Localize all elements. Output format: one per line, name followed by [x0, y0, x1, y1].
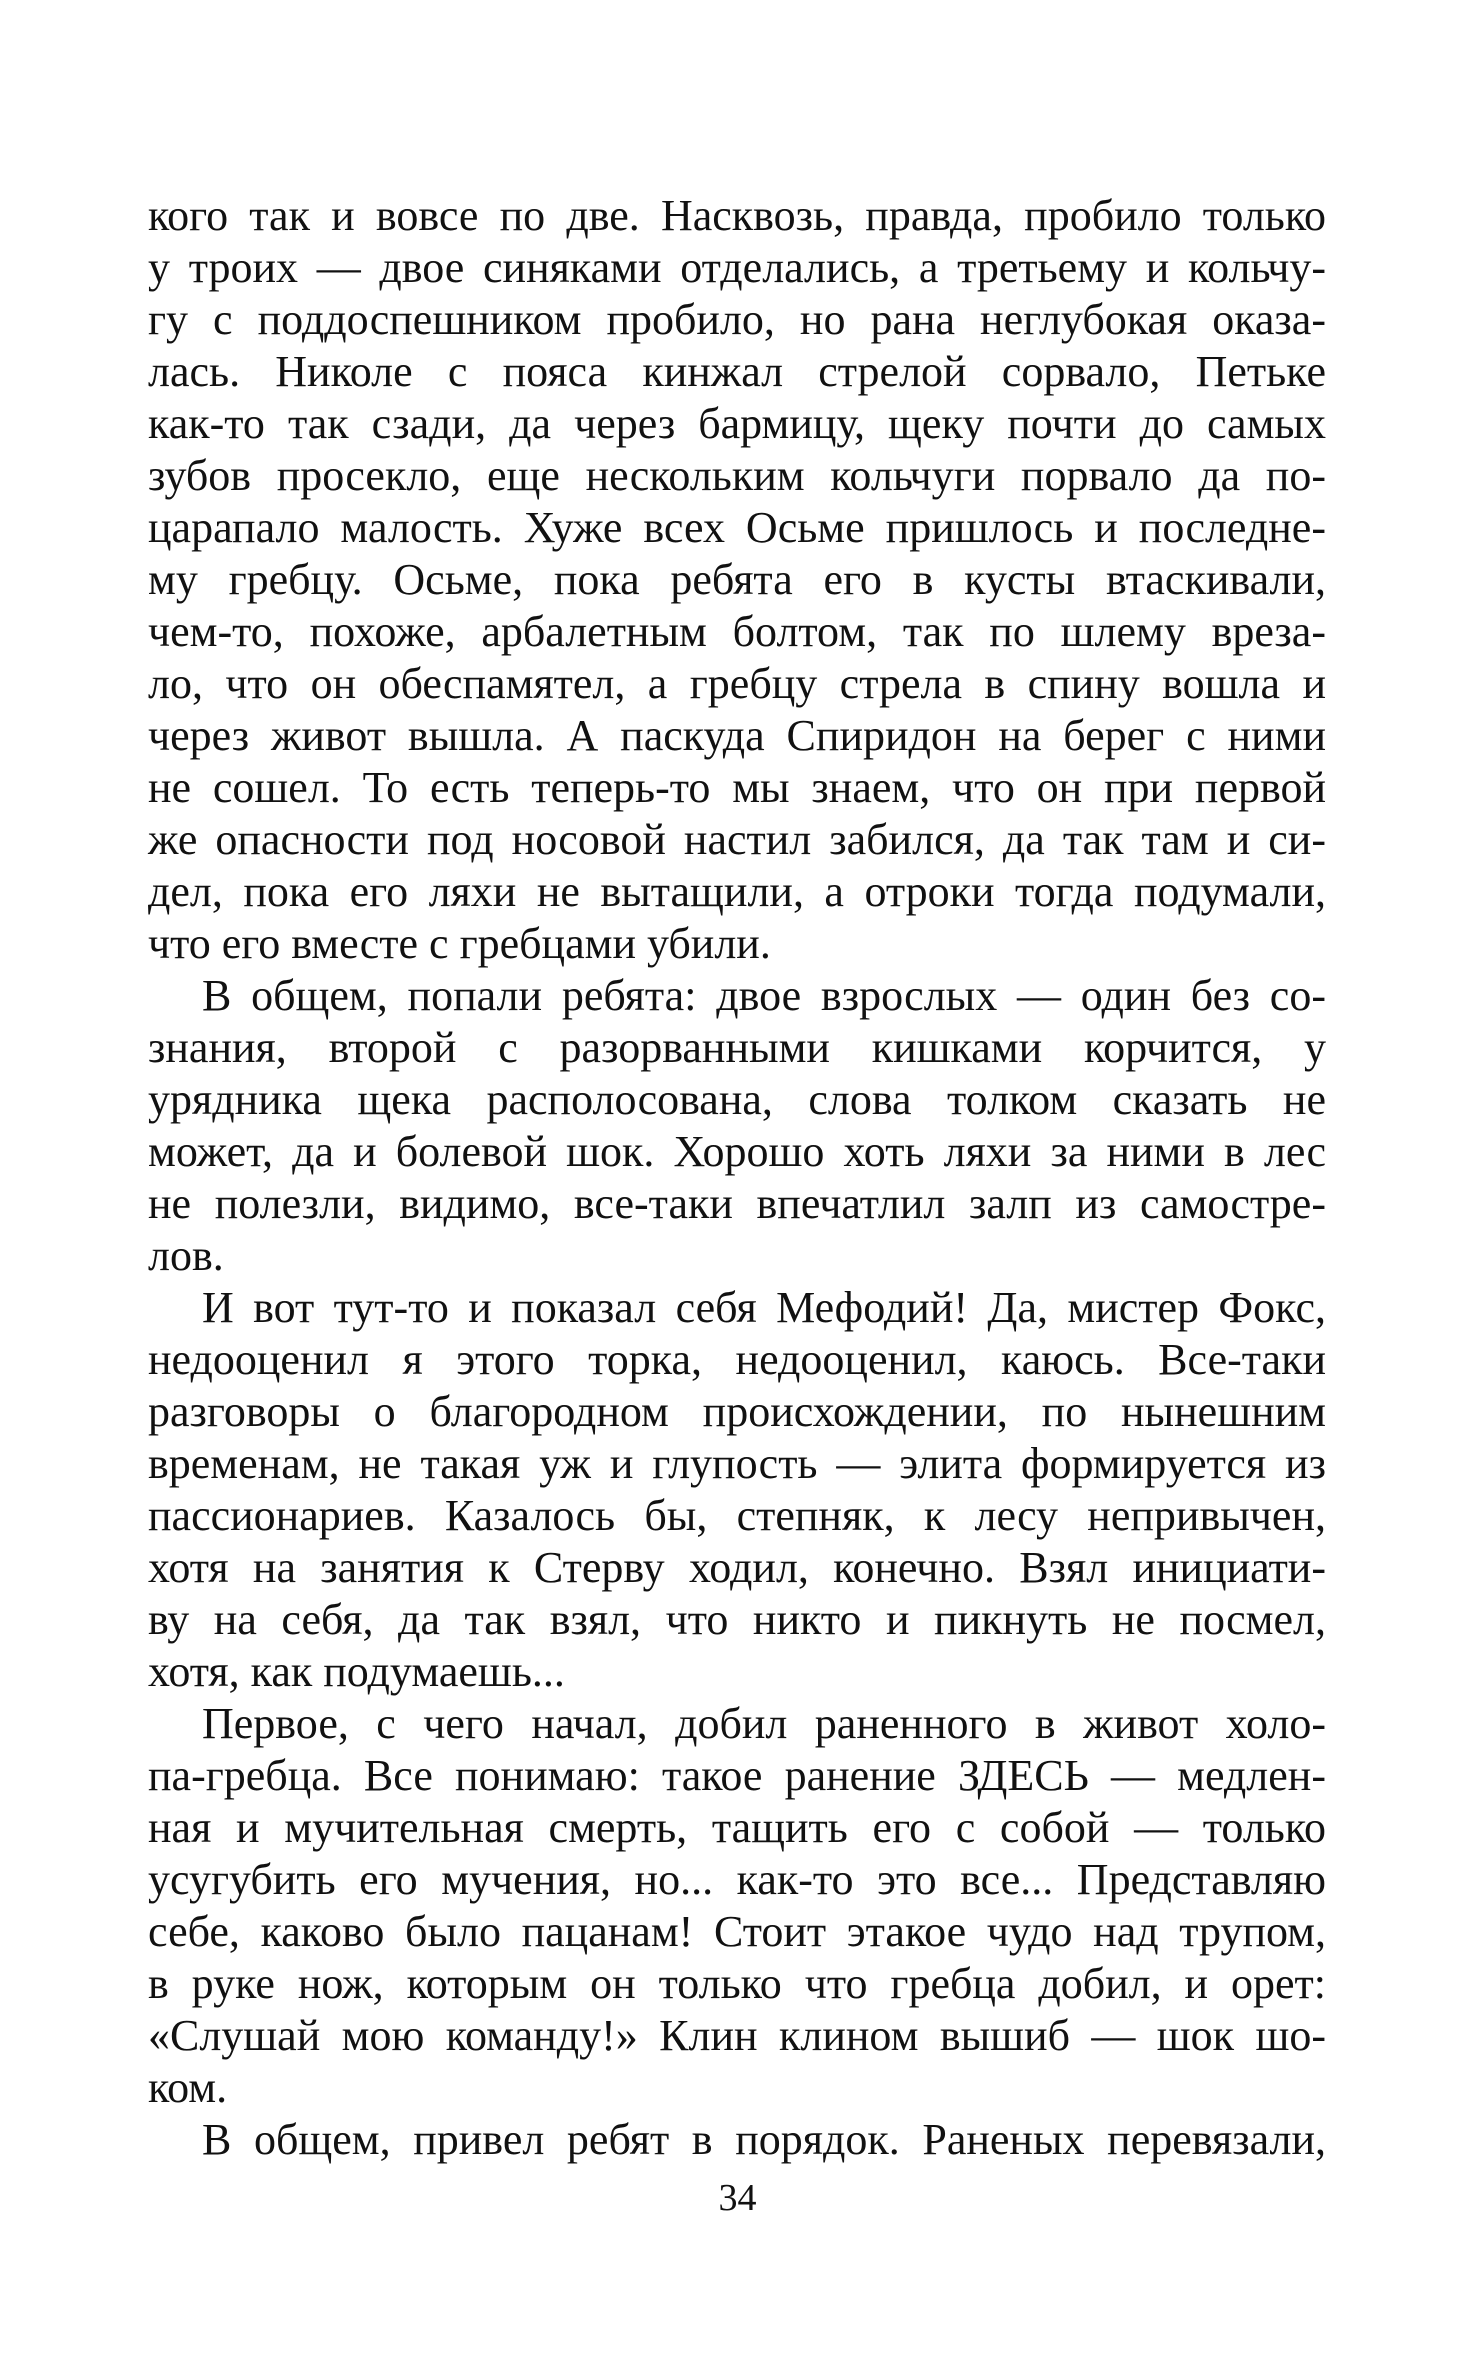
text-line: В общем, привел ребят в порядок. Раненых перевязали,	[202, 2115, 1326, 2164]
text-line: лов.	[148, 1231, 224, 1280]
text-line: дел, пока его ляхи не вытащили, а отроки тогда подумали,	[148, 867, 1326, 916]
text-line: не сошел. То есть теперь-то мы знаем, что он при первой	[148, 763, 1326, 812]
text-line: как-то так сзади, да через бармицу, щеку почти до самых	[148, 399, 1326, 448]
text-line: лась. Николе с пояса кинжал стрелой сорвало, Петьке	[148, 347, 1326, 396]
text-line: «Слушай мою команду!» Клин клином вышиб — шок шо-	[148, 2011, 1326, 2060]
text-line: в руке нож, которым он только что гребца добил, и орет:	[148, 1959, 1326, 2008]
text-line: что его вместе с гребцами убили.	[148, 919, 771, 968]
text-line: хотя на занятия к Стерву ходил, конечно. Взял инициати-	[148, 1543, 1326, 1592]
text-line: па-гребца. Все понимаю: такое ранение ЗДЕСЬ — медлен-	[148, 1751, 1326, 1800]
text-line: через живот вышла. А паскуда Спиридон на берег с ними	[148, 711, 1326, 760]
text-line: себе, каково было пацанам! Стоит этакое чудо над трупом,	[148, 1907, 1326, 1956]
text-line: хотя, как подумаешь...	[148, 1647, 565, 1696]
text-line: разговоры о благородном происхождении, по нынешним	[148, 1387, 1326, 1436]
text-line: ная и мучительная смерть, тащить его с собой — только	[148, 1803, 1326, 1852]
text-line: не полезли, видимо, все-таки впечатлил залп из самостре-	[148, 1179, 1326, 1228]
text-line: ком.	[148, 2063, 228, 2112]
text-line: пассионариев. Казалось бы, степняк, к лесу непривычен,	[148, 1491, 1326, 1540]
body-text	[148, 190, 1326, 2166]
paragraph	[148, 2114, 1326, 2166]
text-line: гу с поддоспешником пробило, но рана неглубокая оказа-	[148, 295, 1326, 344]
text-line: чем-то, похоже, арбалетным болтом, так по шлему вреза-	[148, 607, 1326, 656]
page-number: 34	[718, 2177, 757, 2219]
text-line: недооценил я этого торка, недооценил, каюсь. Все-таки	[148, 1335, 1326, 1384]
text-line: урядника щека располосована, слова толком сказать не	[148, 1075, 1326, 1124]
text-line: у троих — двое синяками отделались, а третьему и кольчу-	[148, 243, 1326, 292]
paragraph	[148, 1698, 1326, 2114]
text-line: зубов просекло, еще нескольким кольчуги порвало да по-	[148, 451, 1326, 500]
text-line: ву на себя, да так взял, что никто и пикнуть не посмел,	[148, 1595, 1326, 1644]
text-line: царапало малость. Хуже всех Осьме пришлось и последне-	[148, 503, 1326, 552]
text-line: может, да и болевой шок. Хорошо хоть ляхи за ними в лес	[148, 1127, 1326, 1176]
text-line: временам, не такая уж и глупость — элита формируется из	[148, 1439, 1326, 1488]
text-line: ло, что он обеспамятел, а гребцу стрела в спину вошла и	[148, 659, 1326, 708]
text-line: же опасности под носовой настил забился, да так там и си-	[148, 815, 1326, 864]
paragraph	[148, 970, 1326, 1282]
text-line: кого так и вовсе по две. Насквозь, правда, пробило только	[148, 191, 1326, 240]
text-line: му гребцу. Осьме, пока ребята его в кусты втаскивали,	[148, 555, 1326, 604]
text-line: В общем, попали ребята: двое взрослых — один без со-	[202, 971, 1326, 1020]
text-line: знания, второй с разорванными кишками корчится, у	[148, 1023, 1326, 1072]
text-line: усугубить его мучения, но... как-то это все... Представляю	[148, 1855, 1326, 1904]
paragraph	[148, 1282, 1326, 1698]
paragraph	[148, 190, 1326, 970]
text-line: И вот тут-то и показал себя Мефодий! Да, мистер Фокс,	[202, 1283, 1326, 1332]
text-line: Первое, с чего начал, добил раненного в живот холо-	[202, 1699, 1326, 1748]
